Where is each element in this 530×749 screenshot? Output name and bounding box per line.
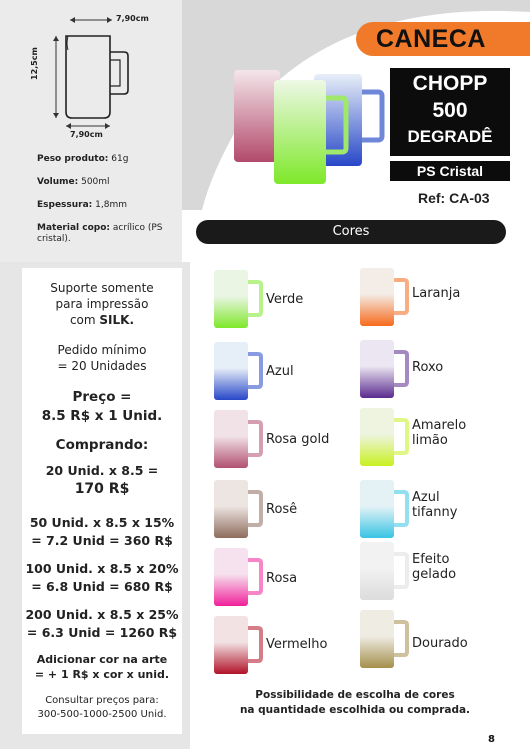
color-label: Roxo	[412, 360, 444, 375]
price-tier-20: 20 Unid. x 8.5 = 170 R$	[45, 463, 159, 497]
mug-swatch	[358, 540, 410, 606]
price-tier-50: 50 Unid. x 8.5 x 15% = 7.2 Unid = 360 R$	[29, 515, 175, 548]
hero-mugs-image	[232, 66, 392, 186]
mug-swatch	[212, 614, 264, 680]
price-tier-200: 200 Unid. x 8.5 x 25% = 6.3 Unid = 1260 R$	[25, 607, 179, 640]
dimension-height: 12,5cm	[30, 47, 39, 80]
mug-swatch	[212, 478, 264, 544]
mug-dimension-drawing	[0, 0, 182, 150]
color-label: Azul	[266, 364, 294, 379]
dimension-width-bottom: 7,90cm	[70, 130, 103, 139]
minimum-order: Pedido mínimo = 20 Unidades	[57, 343, 147, 373]
colors-heading-bar: Cores	[196, 220, 506, 244]
spec-weight: Peso produto: 61g	[37, 154, 129, 164]
mug-swatch	[212, 408, 264, 474]
mug-swatch	[358, 266, 410, 332]
category-banner: CANECA	[356, 22, 530, 56]
mug-swatch	[212, 268, 264, 334]
buying-heading: Comprando:	[55, 437, 149, 453]
mug-swatch	[212, 340, 264, 406]
product-title-line1: CHOPP	[412, 72, 488, 95]
mug-swatch	[212, 546, 264, 612]
mug-swatch	[358, 608, 410, 674]
color-label: Dourado	[412, 636, 468, 651]
pricing-box	[22, 268, 182, 734]
color-label: Rosê	[266, 502, 298, 517]
mug-swatch	[358, 406, 410, 472]
color-label: Rosa	[266, 571, 298, 586]
color-label: Laranja	[412, 286, 461, 301]
product-title-line3: DEGRADÊ	[407, 127, 493, 146]
dimension-panel	[0, 0, 182, 262]
mug-swatch	[358, 478, 410, 544]
spec-volume: Volume: 500ml	[37, 177, 110, 187]
dimension-width-top: 7,90cm	[116, 14, 149, 23]
color-label: Efeito gelado	[412, 552, 457, 582]
spec-material: Material copo: acrílico (PS cristal).	[37, 223, 163, 244]
spec-list	[37, 154, 177, 257]
support-info: Suporte somente para impressão com SILK.	[50, 281, 154, 327]
spec-thickness: Espessura: 1,8mm	[37, 200, 128, 210]
color-label: Amarelo limão	[412, 418, 467, 448]
unit-price: Preço = 8.5 R$ x 1 Unid.	[41, 389, 163, 424]
price-tier-100: 100 Unid. x 8.5 x 20% = 6.8 Unid = 680 R$	[25, 561, 179, 594]
color-label: Rosa gold	[266, 432, 330, 447]
consult-prices: Consultar preços para: 300-500-1000-2500 Unid.	[37, 695, 167, 720]
mug-swatch	[358, 338, 410, 404]
color-label: Azul tifanny	[412, 490, 458, 520]
product-title-line2: 500	[432, 99, 468, 122]
add-color-note: Adicionar cor na arte = + 1 R$ x cor x unid.	[34, 653, 170, 681]
material-badge: PS Cristal	[390, 161, 510, 181]
color-label: Verde	[266, 292, 304, 307]
product-title-box	[390, 68, 510, 156]
product-reference: Ref: CA-03	[418, 190, 490, 206]
page-number: 8	[488, 734, 495, 745]
footer-note: Possibilidade de escolha de cores na quantidade escolhida ou comprada.	[239, 689, 471, 716]
color-label: Vermelho	[266, 637, 328, 652]
